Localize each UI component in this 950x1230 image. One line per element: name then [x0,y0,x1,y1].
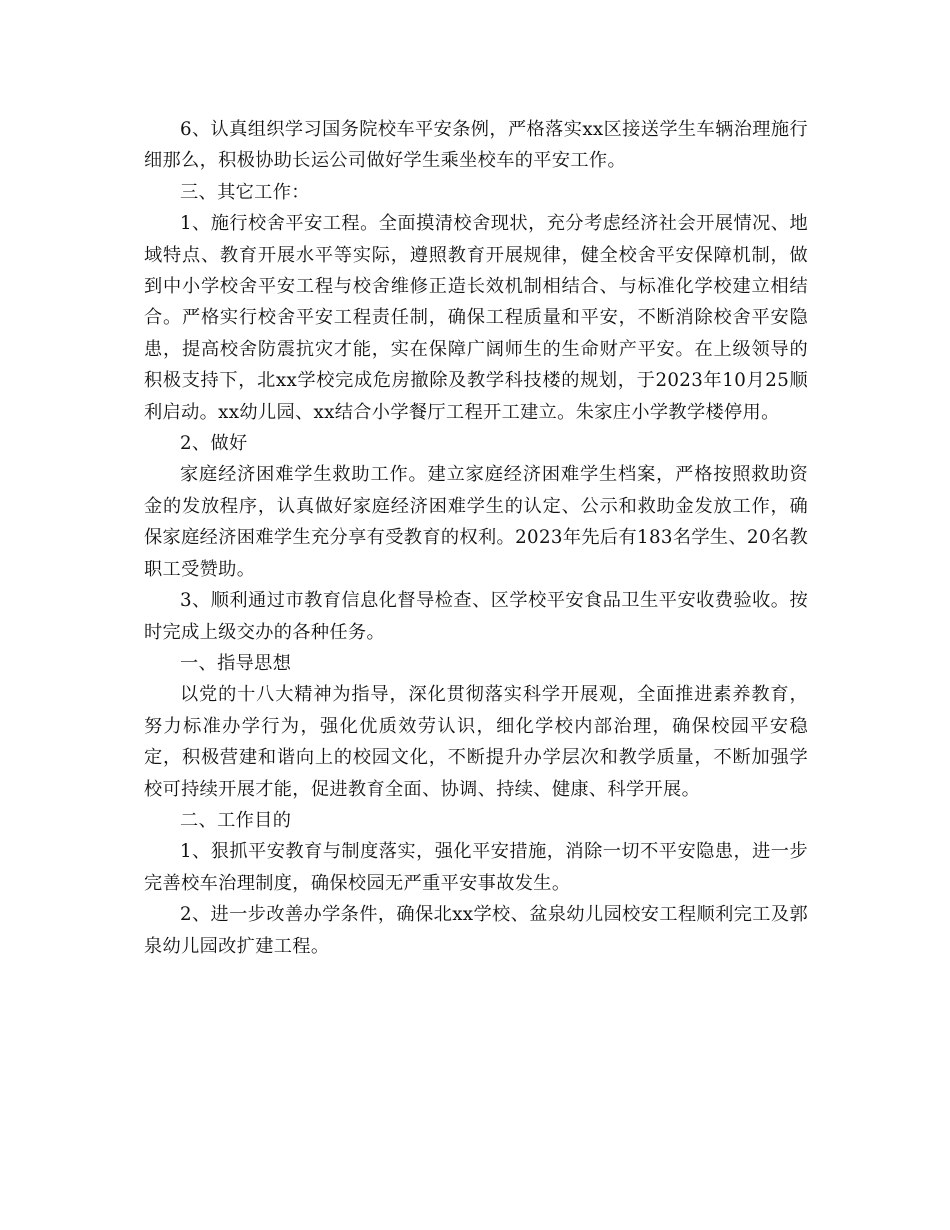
heading-other-work: 三、其它工作： [180,181,310,203]
paragraph-school-building-safety: 1、施行校舍平安工程。全面摸清校舍现状，充分考虑经济社会开展情况、地域特点、教育开展水平等实际，遵照教育开展规律，健全校舍平安保障机制，做到中小学校舍平安工程与校舍维修正造长效机制相结合、与标准化学校建立相结合。严格实行校舍平安工程责任制，确保工程质量和平安，不断消除校舍平安隐患，提高校舍防震抗灾才能，实在保障广阔师生的生命财产平安。在上级领导的积极支持下，北xx学校完成危房撤除及教学科技楼的规划，于2023年10月25顺利启动。xx幼儿园、xx结合小学餐厅工程开工建立。朱家庄小学教学楼停用。 [144,213,808,423]
heading-work-goals: 二、工作目的 [180,809,292,831]
paragraph-guiding-ideology: 以党的十八大精神为指导，深化贯彻落实科学开展观，全面推进素养教育，努力标准办学行为，强化优质效劳认识，细化学校内部治理，确保校园平安稳定，积极营建和谐向上的校园文化，不断提升办学层次和教学质量，不断加强学校可持续开展才能，促进教育全面、协调、持续、健康、科学开展。 [144,684,808,800]
paragraph-school-bus-safety: 6、认真组织学习国务院校车平安条例，严格落实xx区接送学生车辆治理施行细那么，积极协助长运公司做好学生乘坐校车的平安工作。 [144,119,808,172]
paragraph-goal-safety: 1、狠抓平安教育与制度落实，强化平安措施，消除一切不平安隐患，进一步完善校车治理制度，确保校园无严重平安事故发生。 [144,841,808,894]
paragraph-inspections: 3、顺利通过市教育信息化督导检查、区学校平安食品卫生平安收费验收。按时完成上级交办的各种任务。 [144,590,808,643]
paragraph-student-aid: 家庭经济困难学生救助工作。建立家庭经济困难学生档案，严格按照救助资金的发放程序，认真做好家庭经济困难学生的认定、公示和救助金发放工作，确保家庭经济困难学生充分享有受教育的权利。2023年先后有183名学生、20名教职工受赞助。 [144,464,808,580]
paragraph-goal-conditions: 2、进一步改善办学条件，确保北xx学校、盆泉幼儿园校安工程顺利完工及郭泉幼儿园改扩建工程。 [144,904,808,957]
heading-do-well: 2、做好 [180,433,248,455]
document-body [144,114,808,962]
heading-guiding-ideology: 一、指导思想 [180,652,292,674]
